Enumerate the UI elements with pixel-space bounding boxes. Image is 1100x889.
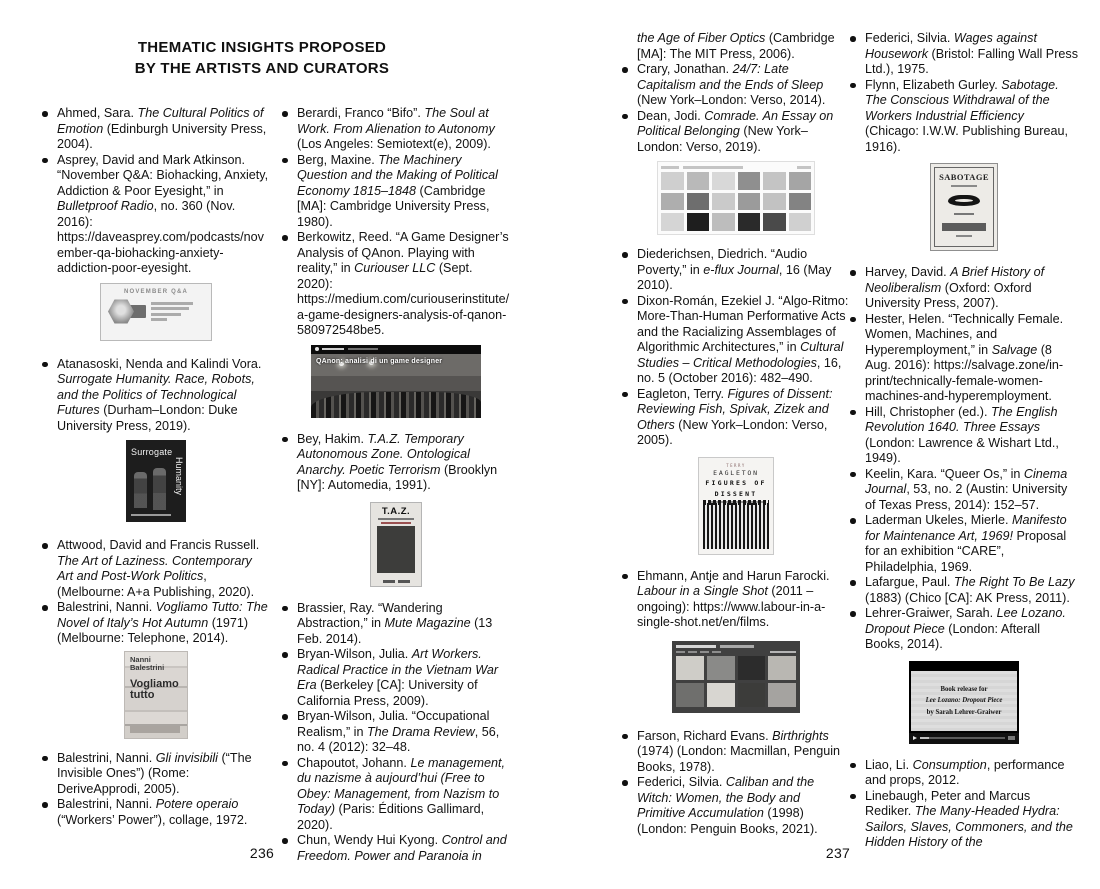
thumbnail-cell bbox=[738, 172, 761, 190]
bib-entry: Bryan-Wilson, Julia. “Occupational Realism,” in The Drama Review, 56, no. 4 (2012): 32–48. bbox=[282, 709, 510, 756]
bullet-marker bbox=[850, 317, 856, 323]
bullet-marker bbox=[42, 543, 48, 549]
bullet-marker bbox=[622, 574, 628, 580]
fullscreen-icon bbox=[1008, 736, 1015, 740]
bib-entry: Keelin, Kara. “Queer Os,” in Cinema Journal, 53, no. 2 (Austin: University of Texas Press, 2014): 152–57. bbox=[850, 467, 1078, 514]
bullet-marker bbox=[282, 111, 288, 117]
bib-entry: Atanasoski, Nenda and Kalindi Vora. Surrogate Humanity. Race, Robots, and the Politics of Technological Futures (Durham–London: Duke University Press, 2019). bbox=[42, 357, 270, 435]
thumbnail-cell bbox=[661, 193, 684, 211]
bib-entry: Balestrini, Nanni. Gli invisibili (“The Invisible Ones”) (Rome: DeriveApprodi, 2005). bbox=[42, 751, 270, 798]
thumbnail-cell bbox=[687, 213, 710, 231]
bib-entry: Dixon-Román, Ezekiel J. “Algo-Ritmo: More-Than-Human Performative Acts and the Racializing Assemblages of Algorithmic Architectures,” in Cultural Studies – Critical Methodologies, 16, no. 5 (October 2016): 482–490. bbox=[622, 294, 850, 387]
bib-entry: Federici, Silvia. Caliban and the Witch: Women, the Body and Primitive Accumulation (1998) (London: Penguin Books, 2021). bbox=[622, 775, 850, 837]
cover-title-rotated: Humanity bbox=[174, 457, 184, 496]
bib-entry: Brassier, Ray. “Wandering Abstraction,” in Mute Magazine (13 Feb. 2014). bbox=[282, 601, 510, 648]
play-icon bbox=[913, 736, 917, 740]
thumbnail-cell bbox=[789, 172, 812, 190]
progress-bar bbox=[920, 737, 1005, 739]
bullet-marker bbox=[282, 158, 288, 164]
thumbnail-cell bbox=[768, 683, 796, 707]
stripe-artwork bbox=[703, 503, 769, 549]
video-frame bbox=[911, 671, 1017, 731]
cover-author-line bbox=[371, 580, 421, 583]
thumbnail-cell bbox=[763, 172, 786, 190]
page-number-left: 236 bbox=[249, 845, 275, 861]
bullet-marker bbox=[282, 437, 288, 443]
cover-title: Surrogate bbox=[131, 447, 173, 457]
bib-entry: Balestrini, Nanni. Potere operaio (“Workers’ Power”), collage, 1972. bbox=[42, 797, 270, 828]
bullet-marker bbox=[282, 838, 288, 844]
site-header bbox=[676, 645, 796, 648]
thumbnail-cell bbox=[712, 193, 735, 211]
thumbnail-cell bbox=[687, 193, 710, 211]
bullet-marker bbox=[622, 780, 628, 786]
thumbnail-cell bbox=[763, 193, 786, 211]
thumbnail-lee-lozano-video-player bbox=[909, 661, 1019, 744]
bib-entry: Liao, Li. Consumption, performance and props, 2012. bbox=[850, 758, 1078, 789]
bullet-marker bbox=[622, 392, 628, 398]
thumbnail-qanon-article-screenshot bbox=[311, 345, 481, 418]
bib-entry: Hill, Christopher (ed.). The English Revolution 1640. Three Essays (London: Lawrence & Wishart Ltd., 1949). bbox=[850, 405, 1078, 467]
bibliography-column-1 bbox=[42, 106, 270, 828]
bibliography-column-3 bbox=[622, 31, 850, 837]
thumbnail-cell bbox=[687, 172, 710, 190]
cover-subtitle-lines bbox=[371, 518, 421, 524]
thumbnail-cell bbox=[738, 683, 766, 707]
cover-title-line2: DISSENT bbox=[714, 489, 758, 498]
bullet-marker bbox=[282, 235, 288, 241]
bib-entry: Balestrini, Nanni. Vogliamo Tutto: The Novel of Italy’s Hot Autumn (1971) (Melbourne: Telephone, 2014). bbox=[42, 600, 270, 647]
article-photo bbox=[311, 354, 481, 418]
bullet-marker bbox=[622, 299, 628, 305]
video-text-line2: Lee Lozano: Dropout Piece bbox=[925, 697, 1003, 704]
cover-author-small: TERRY bbox=[726, 462, 746, 468]
thumbnail-cell bbox=[661, 172, 684, 190]
bib-entry: Berg, Maxine. The Machinery Question and the Making of Political Economy 1815–1848 (Cambridge [MA]: Cambridge University Press, 1980). bbox=[282, 153, 510, 231]
bib-entry: Berkowitz, Reed. “A Game Designer’s Analysis of QAnon. Playing with reality,” in Curiouser LLC (Sept. 2020): https://medium.com/curiouserinstitute/a-game-designers-analysis-of-qanon-580972548be5. bbox=[282, 230, 510, 339]
bib-entry: Federici, Silvia. Wages against Housework (Bristol: Falling Wall Press Ltd.), 1975. bbox=[850, 31, 1078, 78]
bib-entry: Crary, Jonathan. 24/7: Late Capitalism and the Ends of Sleep (New York–London: Verso, 2014). bbox=[622, 62, 850, 109]
bullet-marker bbox=[850, 611, 856, 617]
bib-entry: Linebaugh, Peter and Marcus Rediker. The Many-Headed Hydra: Sailors, Slaves, Commoners, and the Hidden History of the bbox=[850, 789, 1078, 851]
bib-entry: Chun, Wendy Hui Kyong. Control and Freedom. Power and Paranoia in bbox=[282, 833, 510, 864]
bib-entry: Hester, Helen. “Technically Female. Women, Machines, and Hyperemployment,” in Salvage (8 Aug. 2016): https://salvage.zone/in-print/technically-female-women-machines-and-hyperemployment. bbox=[850, 312, 1078, 405]
cover-footer-block bbox=[130, 726, 180, 733]
thumbnail-cell bbox=[738, 193, 761, 211]
bullet-marker bbox=[42, 802, 48, 808]
cover-footer-line bbox=[131, 514, 171, 517]
bib-entry: Asprey, David and Mark Atkinson. “November Q&A: Biohacking, Anxiety, Addiction & Poor Eyesight,” in Bulletproof Radio, no. 360 (Nov. 2016): https://daveasprey.com/podcasts/november-qa-biohacking-anxiety-addiction-poor-eyesight. bbox=[42, 153, 270, 277]
thumbnail-cell bbox=[738, 656, 766, 680]
bullet-marker bbox=[850, 410, 856, 416]
cover-author: EAGLETON bbox=[713, 468, 759, 477]
crowd-silhouette bbox=[311, 392, 481, 418]
browser-header-bar bbox=[311, 345, 481, 354]
page-number-right: 237 bbox=[825, 845, 851, 861]
cover-author: Nanni Balestrini bbox=[130, 654, 165, 673]
bib-entry: Chapoutot, Johann. Le management, du nazisme à aujourd’hui (Free to Obey: Management, from Nazism to Today) (Paris: Éditions Gallimard, 2020). bbox=[282, 756, 510, 834]
bullet-marker bbox=[850, 36, 856, 42]
collage-artwork bbox=[377, 526, 415, 573]
thumbnail-cell bbox=[789, 193, 812, 211]
thumbnail-labour-in-a-single-shot-website bbox=[672, 641, 800, 713]
thumbnail-cell bbox=[763, 213, 786, 231]
bib-entry: Lehrer-Graiwer, Sarah. Lee Lozano. Dropout Piece (London: Afterall Books, 2014). bbox=[850, 606, 1078, 653]
thumbnail-vogliamo-tutto-book-cover bbox=[124, 651, 188, 739]
thumbnail-cell bbox=[707, 656, 735, 680]
bib-entry: Bryan-Wilson, Julia. Art Workers. Radical Practice in the Vietnam War Era (Berkeley [CA]: University of California Press, 2009). bbox=[282, 647, 510, 709]
video-controls-bar bbox=[909, 733, 1019, 744]
bib-entry: Dean, Jodi. Comrade. An Essay on Political Belonging (New York–London: Verso, 2019). bbox=[622, 109, 850, 156]
thumbnail-cell bbox=[712, 213, 735, 231]
bullet-marker bbox=[622, 67, 628, 73]
bib-entry: the Age of Fiber Optics (Cambridge [MA]: The MIT Press, 2006). bbox=[637, 31, 835, 61]
skeleton-figure bbox=[134, 472, 147, 508]
cover-footer-line bbox=[956, 235, 972, 237]
bullet-marker bbox=[850, 580, 856, 586]
thumbnail-cell bbox=[676, 683, 704, 707]
thumbnail-cell bbox=[789, 213, 812, 231]
site-nav bbox=[676, 651, 796, 654]
thumbnail-sabotage-pamphlet-cover bbox=[930, 163, 998, 251]
podcast-title: NOVEMBER Q&A bbox=[123, 288, 189, 295]
thumbnail-image-search-results-grid bbox=[657, 161, 815, 235]
bib-entry: Lafargue, Paul. The Right To Be Lazy (1883) (Chico [CA]: AK Press, 2011). bbox=[850, 575, 1078, 606]
video-text-line1: Book release for bbox=[940, 685, 988, 693]
bib-entry: Berardi, Franco “Bifo”. The Soul at Work. From Alienation to Autonomy (Los Angeles: Semiotext(e), 2009). bbox=[282, 106, 510, 153]
bullet-marker bbox=[850, 794, 856, 800]
bullet-marker bbox=[42, 605, 48, 611]
article-headline: QAnon: analisi di un game designer bbox=[316, 357, 443, 365]
bib-entry: Ehmann, Antje and Harun Farocki. Labour in a Single Shot (2011 – ongoing): https://www.labour-in-a-single-shot.net/en/films. bbox=[622, 569, 850, 631]
video-thumbnail-grid bbox=[676, 656, 796, 707]
thumbnail-november-qa-podcast-card bbox=[100, 283, 212, 341]
thumbnail-cell bbox=[738, 213, 761, 231]
thumbnail-cell bbox=[768, 656, 796, 680]
thumbnail-cell bbox=[661, 213, 684, 231]
episode-text-lines bbox=[151, 299, 204, 324]
bullet-marker bbox=[622, 252, 628, 258]
bullet-marker bbox=[282, 714, 288, 720]
video-text-line3: by Sarah Lehrer-Graiwer bbox=[926, 708, 1002, 716]
bullet-marker bbox=[282, 652, 288, 658]
bullet-marker bbox=[282, 761, 288, 767]
bullet-marker bbox=[42, 362, 48, 368]
bullet-marker bbox=[622, 734, 628, 740]
bullet-marker bbox=[850, 518, 856, 524]
bib-entry: Eagleton, Terry. Figures of Dissent: Reviewing Fish, Spivak, Zizek and Others (New York–London: Verso, 2005). bbox=[622, 387, 850, 449]
bullet-marker bbox=[850, 763, 856, 769]
cover-title-line1: FIGURES OF bbox=[705, 479, 767, 487]
cover-subtitle-line bbox=[951, 185, 977, 187]
bibliography-column-4 bbox=[850, 31, 1078, 851]
bullet-marker bbox=[850, 83, 856, 89]
thumbnail-figures-of-dissent-book-cover bbox=[698, 457, 774, 555]
host-avatar bbox=[108, 299, 134, 325]
thumbnail-surrogate-humanity-book-cover bbox=[126, 440, 186, 522]
page-title-line2: BY THE ARTISTS AND CURATORS bbox=[134, 60, 390, 77]
bib-entry: Attwood, David and Francis Russell. The Art of Laziness. Contemporary Art and Post-Work Politics, (Melbourne: A+a Publishing, 2020). bbox=[42, 538, 270, 600]
bullet-marker bbox=[282, 606, 288, 612]
thumbnail-cell bbox=[707, 683, 735, 707]
mustache-graphic bbox=[948, 195, 980, 206]
thumbnail-taz-book-cover bbox=[370, 502, 422, 587]
cover-title: SABOTAGE bbox=[939, 172, 989, 182]
bullet-marker bbox=[850, 270, 856, 276]
cover-author-line bbox=[954, 213, 974, 215]
bullet-marker bbox=[42, 158, 48, 164]
bullet-marker bbox=[622, 114, 628, 120]
search-toolbar bbox=[661, 166, 811, 169]
bullet-marker bbox=[850, 472, 856, 478]
thumbnail-cell bbox=[676, 656, 704, 680]
bullet-marker bbox=[42, 756, 48, 762]
bib-entry: Harvey, David. A Brief History of Neoliberalism (Oxford: Oxford University Press, 2007). bbox=[850, 265, 1078, 312]
bib-entry: Bey, Hakim. T.A.Z. Temporary Autonomous Zone. Ontological Anarchy. Poetic Terrorism (Brooklyn [NY]: Automedia, 1991). bbox=[282, 432, 510, 494]
bib-entry: Farson, Richard Evans. Birthrights (1974) (London: Macmillan, Penguin Books, 1978). bbox=[622, 729, 850, 776]
page-title bbox=[0, 37, 524, 79]
bib-entry: Ahmed, Sara. The Cultural Politics of Emotion (Edinburgh University Press, 2004). bbox=[42, 106, 270, 153]
bib-entry: Diederichsen, Diedrich. “Audio Poverty,” in e-flux Journal, 16 (May 2010). bbox=[622, 247, 850, 294]
thumbnail-cell bbox=[712, 172, 735, 190]
cover-title: T.A.Z. bbox=[381, 505, 411, 517]
bullet-marker bbox=[42, 111, 48, 117]
bibliography-column-2 bbox=[282, 106, 510, 864]
skeleton-figure bbox=[153, 468, 166, 510]
bib-entry: Laderman Ukeles, Mierle. Manifesto for Maintenance Art, 1969! Proposal for an exhibition “CARE”, Philadelphia, 1969. bbox=[850, 513, 1078, 575]
cover-title: Vogliamo tutto bbox=[130, 677, 179, 701]
publisher-label bbox=[942, 223, 986, 231]
bib-entry: Flynn, Elizabeth Gurley. Sabotage. The Conscious Withdrawal of the Workers Industrial Efficiency (Chicago: I.W.W. Publishing Bureau, 1916). bbox=[850, 78, 1078, 156]
page-title-line1: THEMATIC INSIGHTS PROPOSED bbox=[137, 39, 387, 56]
